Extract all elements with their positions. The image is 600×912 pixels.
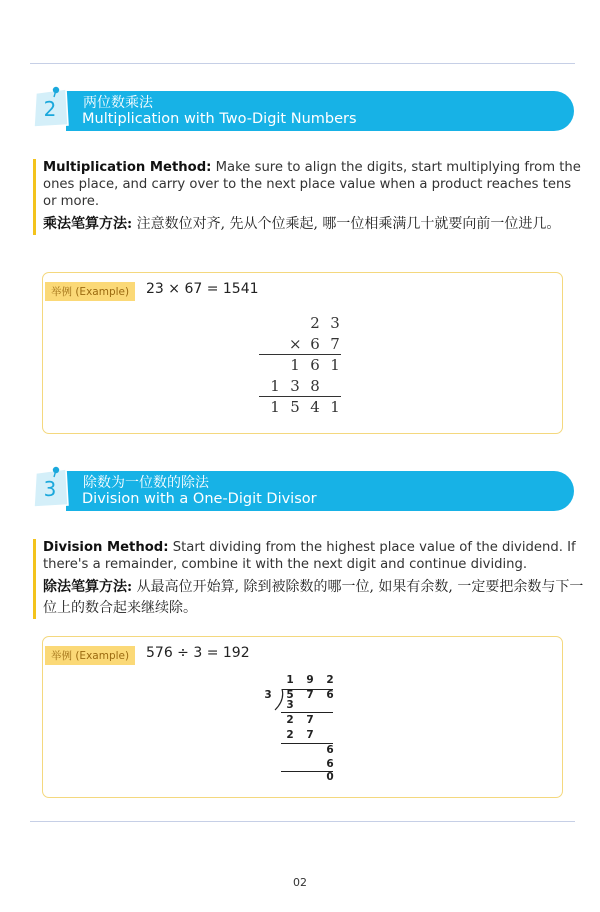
method-zh-label: 乘法笔算方法: xyxy=(43,216,133,232)
quotient-digit: 9 xyxy=(306,674,314,686)
work-digit: 2 xyxy=(286,729,294,741)
method-zh-label: 除法笔算方法: xyxy=(43,579,133,595)
method-en-label: Division Method: xyxy=(43,540,169,555)
digit: 1 xyxy=(330,356,340,374)
digit: 6 xyxy=(310,335,320,353)
page-number: 02 xyxy=(293,876,307,889)
section-2-banner xyxy=(32,91,574,131)
division-bracket xyxy=(273,689,285,711)
example-label: 举例 (Example) xyxy=(45,646,135,665)
quotient-digit: 1 xyxy=(286,674,294,686)
bottom-rule xyxy=(30,821,575,822)
example-label: 举例 (Example) xyxy=(45,282,135,301)
section-title-en: Multiplication with Two-Digit Numbers xyxy=(82,111,357,127)
digit: 1 xyxy=(270,398,280,416)
section-title-zh: 除数为一位数的除法 xyxy=(83,475,209,491)
method-en-text: Start dividing from the highest place value of the dividend. If there's a remainder, combine it with the next digit and continue dividing. xyxy=(43,540,576,572)
division-method-note xyxy=(33,539,588,619)
digit: 5 xyxy=(290,398,300,416)
digit: 7 xyxy=(330,335,340,353)
work-digit: 3 xyxy=(286,699,294,711)
digit: 6 xyxy=(310,356,320,374)
quotient-digit: 2 xyxy=(326,674,334,686)
digit: 1 xyxy=(330,398,340,416)
top-rule xyxy=(30,63,575,64)
divisor: 3 xyxy=(264,689,272,701)
section-title-zh: 两位数乘法 xyxy=(83,95,153,111)
section-number: 2 xyxy=(43,97,57,121)
dividend-digit: 6 xyxy=(326,689,334,701)
digit: 4 xyxy=(310,398,320,416)
method-zh-text: 从最高位开始算, 除到被除数的哪一位, 如果有余数, 一定要把余数与下一位上的数合起来继续除。 xyxy=(43,579,584,616)
method-en xyxy=(43,159,588,210)
digit: 3 xyxy=(290,377,300,395)
sum-line xyxy=(259,396,341,397)
multiplication-method-note xyxy=(33,159,588,235)
digit: 1 xyxy=(270,377,280,395)
subtraction-line xyxy=(281,712,333,713)
method-zh xyxy=(43,214,588,235)
work-digit: 6 xyxy=(326,744,334,756)
work-digit: 6 xyxy=(326,758,334,770)
remainder: 0 xyxy=(326,771,334,783)
dividend-digit: 5 xyxy=(286,689,294,701)
method-zh xyxy=(43,577,588,619)
times-sign: × xyxy=(289,335,302,353)
dividend-digit: 7 xyxy=(306,689,314,701)
section-3-banner xyxy=(32,471,574,511)
method-en-label: Multiplication Method: xyxy=(43,160,212,175)
digit: 3 xyxy=(330,314,340,332)
work-digit: 7 xyxy=(306,714,314,726)
work-digit: 2 xyxy=(286,714,294,726)
example-equation: 576 ÷ 3 = 192 xyxy=(146,645,250,661)
product-line xyxy=(259,354,341,355)
digit: 2 xyxy=(310,314,320,332)
example-equation: 23 × 67 = 1541 xyxy=(146,281,259,297)
method-zh-text: 注意数位对齐, 先从个位乘起, 哪一位相乘满几十就要向前一位进几。 xyxy=(132,216,561,232)
section-number: 3 xyxy=(43,477,57,501)
division-example-box xyxy=(42,636,563,798)
section-title-en: Division with a One-Digit Divisor xyxy=(82,491,317,507)
digit: 8 xyxy=(310,377,320,395)
work-digit: 7 xyxy=(306,729,314,741)
method-en xyxy=(43,539,588,573)
digit: 1 xyxy=(290,356,300,374)
method-en-text: Make sure to align the digits, start multiplying from the ones place, and carry over to the next place value when a product reaches tens or more. xyxy=(43,160,581,209)
multiplication-example-box xyxy=(42,272,563,434)
